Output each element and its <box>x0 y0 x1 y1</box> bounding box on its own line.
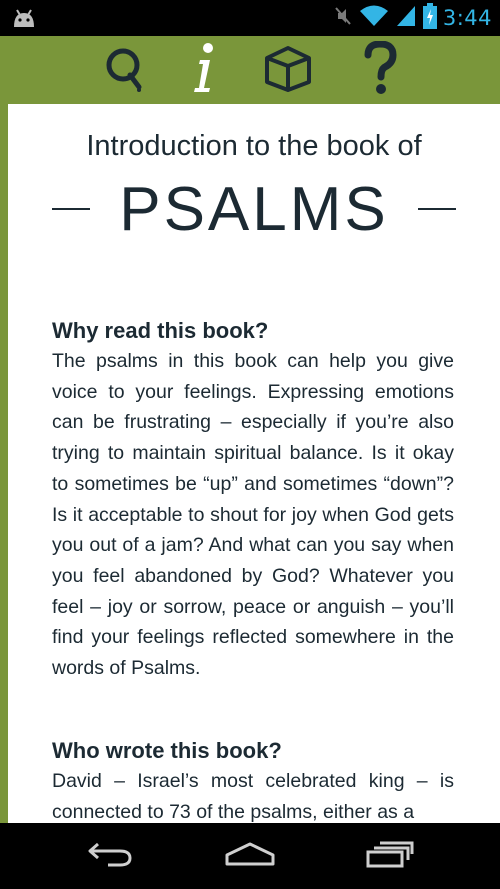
recent-apps-icon <box>366 840 414 872</box>
section-body: David – Israel’s most celebrated king – is connected to 73 of the psalms, either as a <box>52 770 454 823</box>
clock: 3:44 <box>442 6 492 30</box>
signal-icon <box>395 4 417 32</box>
home-icon <box>224 841 276 871</box>
search-button[interactable] <box>90 36 160 104</box>
section-why-read <box>52 316 454 684</box>
back-icon <box>86 840 134 872</box>
book-name: PSALMS <box>119 175 389 244</box>
app-toolbar <box>0 36 500 104</box>
cube-icon <box>263 44 313 96</box>
section-heading: Who wrote this book? <box>52 738 282 763</box>
back-button[interactable] <box>65 823 155 889</box>
search-q-icon <box>103 43 147 97</box>
system-nav-bar <box>0 823 500 889</box>
section-body: The psalms in this book can help you give voice to your feelings. Expressing emotions can be frustrating – especially if you’re also trying to maintain spiritual balance. Is it okay to sometimes be “up” and sometimes “down”? Is it acceptable to shout for joy when God gets you out of a jam? And what can you say when you feel abandoned by God? Whatever you feel – joy or sorrow, peace or anguish – you’ll find your feelings reflected somewhere in the words of Psalms. <box>52 350 454 680</box>
home-button[interactable] <box>205 823 295 889</box>
battery-icon <box>423 3 437 33</box>
title-rule-right <box>418 208 456 210</box>
intro-title: Introduction to the book of <box>86 130 422 162</box>
wifi-icon <box>359 4 389 32</box>
intro-scroll-view[interactable] <box>8 104 500 823</box>
recent-apps-button[interactable] <box>345 823 435 889</box>
status-icons <box>333 0 492 36</box>
content-frame <box>0 104 500 823</box>
question-icon <box>363 41 397 99</box>
section-who-wrote <box>52 736 454 823</box>
help-button[interactable] <box>345 36 415 104</box>
android-icon <box>10 7 38 33</box>
info-button[interactable] <box>170 36 240 104</box>
mute-icon <box>333 5 353 31</box>
section-heading: Why read this book? <box>52 318 269 343</box>
info-icon <box>190 40 220 100</box>
status-bar <box>0 0 500 36</box>
cube-button[interactable] <box>253 36 323 104</box>
book-title-row <box>8 174 500 246</box>
